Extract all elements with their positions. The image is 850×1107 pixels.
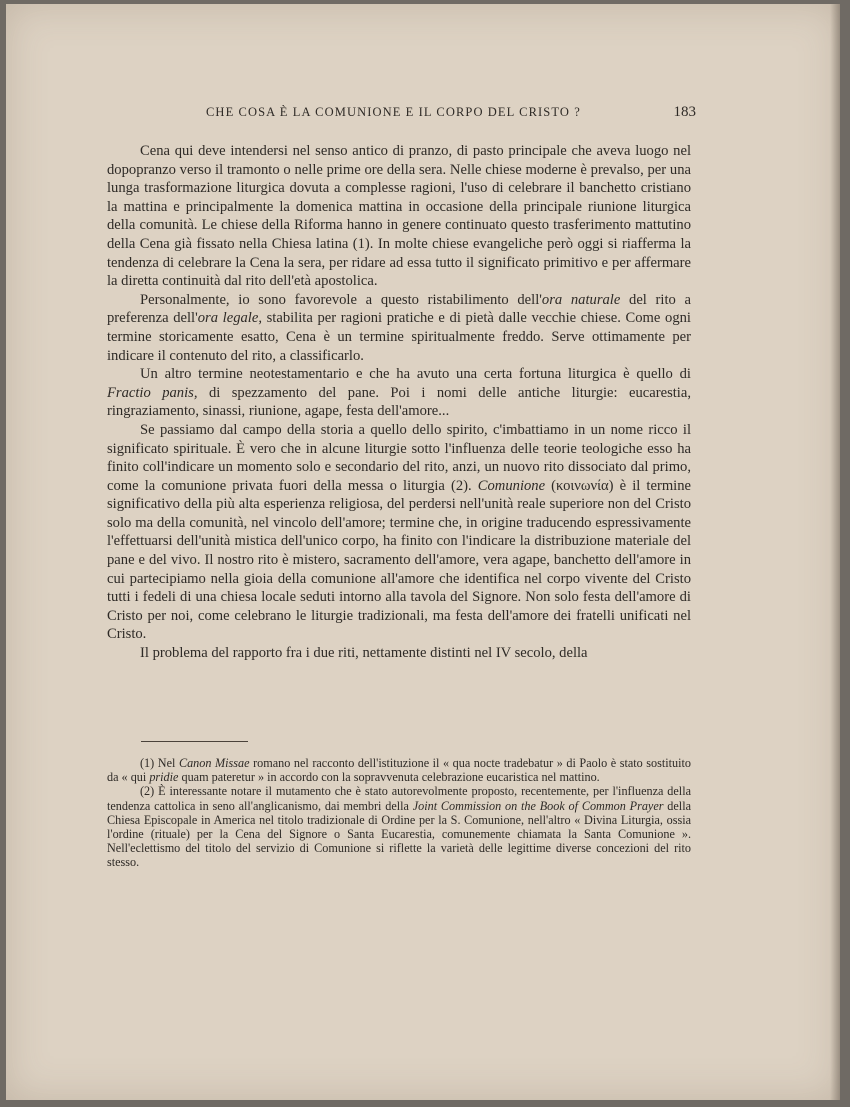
paragraph-text: (κοινωνία) è il termine significativo della più alta esperienza religiosa, del perdersi nell'unità reale superiore non del Cristo solo ma della comunità, nel vincolo dell'amore; termine che, in origine traducendo espressivamente l'effettuarsi dell'unità mistica dell'unico corpo, ha finito con l'indicare la distribuzione materiale del pane e del vivo. Il nostro rito è mistero, sacramento dell'amore, vera agape, banchetto dell'amore in cui partecipiamo nella gioia della comunione all'amore che identifica nel corpo vivente del Cristo tutti i fedeli di una chiesa locale seduti intorno alla tavola del Signore. Non solo festa dell'amore di Cristo per noi, come celebrano le liturgie tradizionali, ma festa dell'amore dei fratelli unificati nel Cristo.	[107, 477, 691, 643]
paragraph-text: stabilita per ragioni pratiche e di pietà dalle vecchie chiese. Come ogni termine storicamente esatto, Cena è un termine spiritualmente freddo. Serve ottimamente per indicare il contenuto del rito, a classificarlo.	[107, 310, 691, 364]
paragraph	[107, 142, 691, 291]
footnote-text: della Chiesa Episcopale in America nel titolo tradizionale di Ordine per la S. Comunione, nell'altro « Divina Liturgia, ossia l'ordine (rituale) per la Cena del Signore o Santa Eucarestia, comunemente chiamata la Santa Comunione ». Nell'eclettismo del titolo del servizio di Comunione si riflette la varietà delle legittime diverse concezioni del rito stesso.	[107, 798, 691, 870]
paragraph	[107, 291, 691, 365]
paragraph-text: Se passiamo dal campo della storia a quello dello spirito, c'imbattiamo in un nome ricco il significato spirituale. È vero che in alcune liturgie sotto l'influenza delle teorie teologiche esso ha finito coll'indicare un momento solo e secondario del rito, anzi, un nuovo rito dissociato dal primo, come la comunione privata fuori della messa o liturgia (2).	[107, 421, 691, 494]
paragraph	[107, 365, 691, 421]
page-edge-shadow	[830, 4, 840, 1100]
main-text	[107, 142, 691, 663]
italic-term: Comunione	[477, 477, 546, 494]
footnote-text: (1) Nel	[140, 756, 179, 770]
paragraph	[107, 421, 691, 644]
italic-term: Canon Missae	[178, 756, 250, 770]
footnote-1	[107, 756, 691, 784]
page-number: 183	[673, 104, 696, 120]
italic-term: ora naturale	[541, 291, 621, 308]
footnotes	[107, 756, 691, 870]
paragraph-text: Personalmente, io sono favorevole a questo ristabilimento dell'	[140, 291, 542, 308]
italic-term: Fractio panis,	[107, 384, 198, 401]
footnote-divider	[141, 741, 248, 742]
italic-term: Joint Commission on the Book of Common Prayer	[412, 798, 664, 813]
running-title: CHE COSA È LA COMUNIONE E IL CORPO DEL CRISTO ?	[206, 105, 581, 119]
paragraph-text: Cena qui deve intendersi nel senso antico di pranzo, di pasto principale che aveva luogo nel dopopranzo verso il tramonto o nelle prime ore della sera. Nelle chiese moderne è prevalso, per una lunga trasformazione liturgica dovuta a complesse ragioni, l'uso di celebrare il banchetto cristiano la mattina e principalmente la domenica mattina in occasione della principale riunione liturgica della comunità. Le chiese della Riforma hanno in genere continuato questo trasferimento mattutino della Cena già fissato nella Chiesa latina (1). In molte chiese evangeliche però oggi si riafferma la tendenza di celebrare la Cena la sera, per ridare ad essa tutto il significato primitivo e per affermare la diretta continuità dal rito dell'età apostolica.	[107, 143, 691, 290]
paragraph-text: Il problema del rapporto fra i due riti, nettamente distinti nel IV secolo, della	[140, 645, 588, 662]
page-header	[206, 104, 696, 121]
footnote-text: quam pateretur » in accordo con la sopravvenuta celebrazione eucaristica nel mattino.	[178, 770, 600, 785]
footnote-text: romano nel racconto dell'istituzione il « qua nocte tradebatur » di Paolo è stato sostituito da « qui	[107, 756, 691, 785]
paragraph-text: di spezzamento del pane. Poi i nomi delle antiche liturgie: eucarestia, ringraziamento, sinassi, riunione, agape, festa dell'amore...	[107, 384, 691, 420]
paragraph-text: Un altro termine neotestamentario e che ha avuto una certa fortuna liturgica è quello di	[140, 366, 691, 383]
paragraph	[107, 644, 691, 663]
italic-term: pridie	[149, 770, 179, 785]
italic-term: ora legale,	[197, 310, 262, 327]
footnote-text: (2) È interessante notare il mutamento che è stato autorevolmente proposto, recentemente, per l'influenza della tendenza cattolica in seno all'anglicanismo, dai membri della	[107, 784, 691, 813]
footnote-2	[107, 784, 691, 869]
paragraph-text: del rito a preferenza dell'	[107, 291, 691, 327]
book-page	[6, 4, 840, 1100]
